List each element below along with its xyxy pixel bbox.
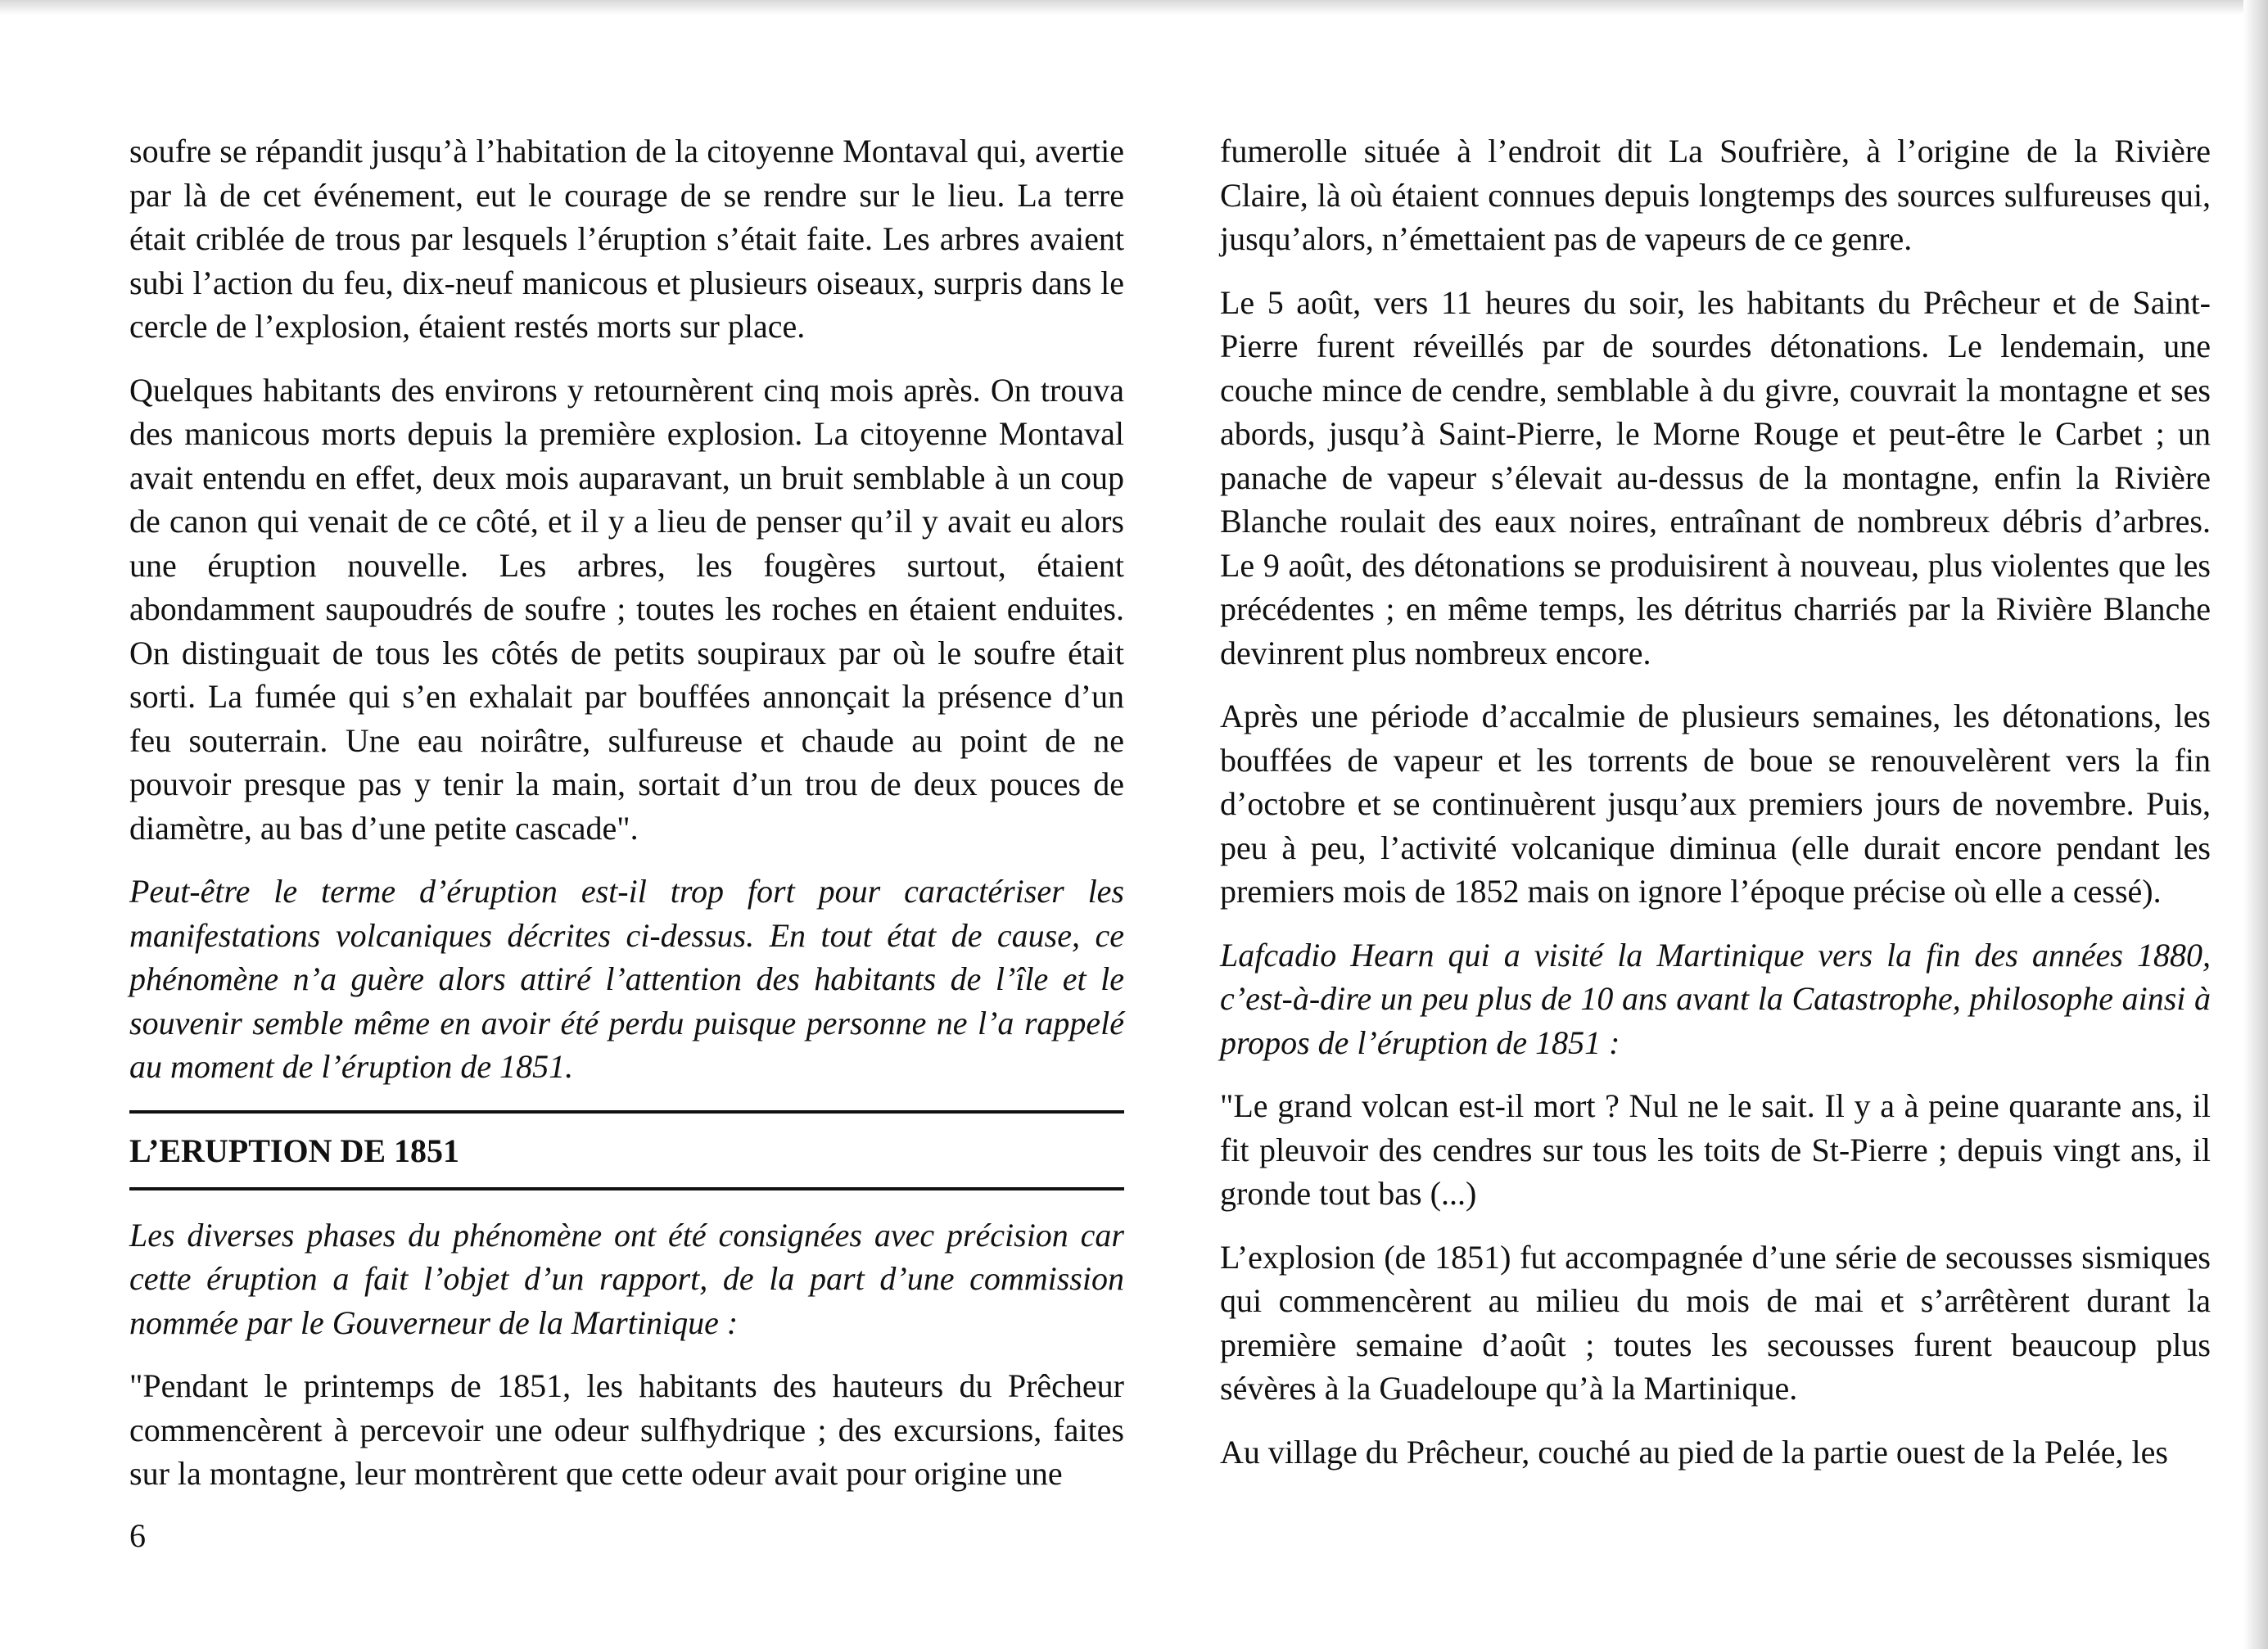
right-paragraph-7: Au village du Prêcheur, couché au pied de la partie ouest de la Pelée, les (1220, 1433, 2168, 1471)
left-paragraph-1: soufre se répandit jusqu’à l’habitation de la citoyenne Montaval qui, avertie par là de cet événement, eut le courage de se rendre sur le lieu. La terre était criblée de trous par lesquels l’éruption s’était faite. Les arbres avaient subi l’action du feu, dix-neuf manicous et plusieurs oiseaux, surpris dans le cercle de l’explosion, étaient restés morts sur place. (129, 133, 1124, 345)
right-quote-paragraph: "Le grand volcan est-il mort ? Nul ne le sait. Il y a à peine quarante ans, il fit pleuvoir des cendres sur tous les toits de St-Pierre ; depuis vingt ans, il gronde tout bas (...) (1220, 1087, 2211, 1212)
left-column (129, 129, 1124, 1516)
right-editorial-note: Lafcadio Hearn qui a visité la Martinique vers la fin des années 1880, c’est-à-dire un peu plus de 10 ans avant la Catastrophe, philosophe ainsi à propos de l’éruption de 1851 : (1220, 936, 2211, 1061)
scan-top-edge (0, 0, 2268, 15)
page-number: 6 (129, 1517, 146, 1554)
left-paragraph-2: Quelques habitants des environs y retournèrent cinq mois après. On trouva des manicous morts depuis la première explosion. La citoyenne Montaval avait entendu en effet, deux mois auparavant, un bruit semblable à un coup de canon qui venait de ce côté, et il y a lieu de penser qu’il y avait eu alors une éruption nouvelle. Les arbres, les fougères surtout, étaient abondamment saupoudrés de soufre ; toutes les roches en étaient enduites. On distinguait de tous les côtés de petits soupiraux par où le soufre était sorti. La fumée qui s’en exhalait par bouffées annonçait la présence d’un feu souterrain. Une eau noirâtre, sulfureuse et chaude au point de ne pouvoir presque pas y tenir la main, sortait d’un trou de deux pouces de diamètre, au bas d’une petite cascade". (129, 371, 1124, 847)
left-editorial-note: Peut-être le terme d’éruption est-il trop fort pour caractériser les manifestations volcaniques décrites ci-dessus. En tout état de cause, ce phénomène n’a guère alors attiré l’attention des habitants de l’île et le souvenir semble même en avoir été perdu puisque personne ne l’a rappelé au moment de l’éruption de 1851. (129, 873, 1124, 1085)
right-paragraph-2: Le 5 août, vers 11 heures du soir, les habitants du Prêcheur et de Saint-Pierre furent réveillés par de sourdes détonations. Le lendemain, une couche mince de cendre, semblable à du givre, couvrait la montagne et ses abords, jusqu’à Saint-Pierre, le Morne Rouge et peut-être le Carbet ; un panache de vapeur s’élevait au-dessus de la montagne, enfin la Rivière Blanche roulait des eaux noires, entraînant de nombreux débris d’arbres. Le 9 août, des détonations se produisirent à nouveau, plus violentes que les précédentes ; en même temps, les détritus charriés par la Rivière Blanche devinrent plus nombreux encore. (1220, 283, 2211, 671)
right-paragraph-1: fumerolle située à l’endroit dit La Soufrière, à l’origine de la Rivière Claire, là où étaient connues depuis longtemps des sources sulfureuses qui, jusqu’alors, n’émettaient pas de vapeurs de ce genre. (1220, 133, 2211, 257)
right-paragraph-6: L’explosion (de 1851) fut accompagnée d’une série de secousses sismiques qui commencèrent au milieu du mois de mai et s’arrêtèrent durant la première semaine d’août ; toutes les secousses furent beaucoup plus sévères à la Guadeloupe qu’à la Martinique. (1220, 1238, 2211, 1407)
section-title: L’ERUPTION DE 1851 (129, 1132, 460, 1169)
right-paragraph-3: Après une période d’accalmie de plusieurs semaines, les détonations, les bouffées de vapeur et les torrents de boue se renouvelèrent vers la fin d’octobre et se continuèrent jusqu’aux premiers jours de novembre. Puis, peu à peu, l’activité volcanique diminua (elle durait encore pendant les premiers mois de 1852 mais on ignore l’époque précise où elle a cessé). (1220, 698, 2211, 910)
left-paragraph-5: "Pendant le printemps de 1851, les habitants des hauteurs du Prêcheur commencèrent à percevoir une odeur sulfhydrique ; des excursions, faites sur la montagne, leur montrèrent que cette odeur avait pour origine une (129, 1367, 1124, 1492)
section-rule-bottom (129, 1187, 1124, 1190)
section-heading-block (129, 1110, 1124, 1190)
left-editorial-intro: Les diverses phases du phénomène ont été consignées avec précision car cette éruption a fait l’objet d’un rapport, de la part d’une commission nommée par le Gouverneur de la Martinique : (129, 1216, 1124, 1341)
scan-right-edge (2243, 0, 2268, 1649)
right-column (1220, 129, 2211, 1493)
